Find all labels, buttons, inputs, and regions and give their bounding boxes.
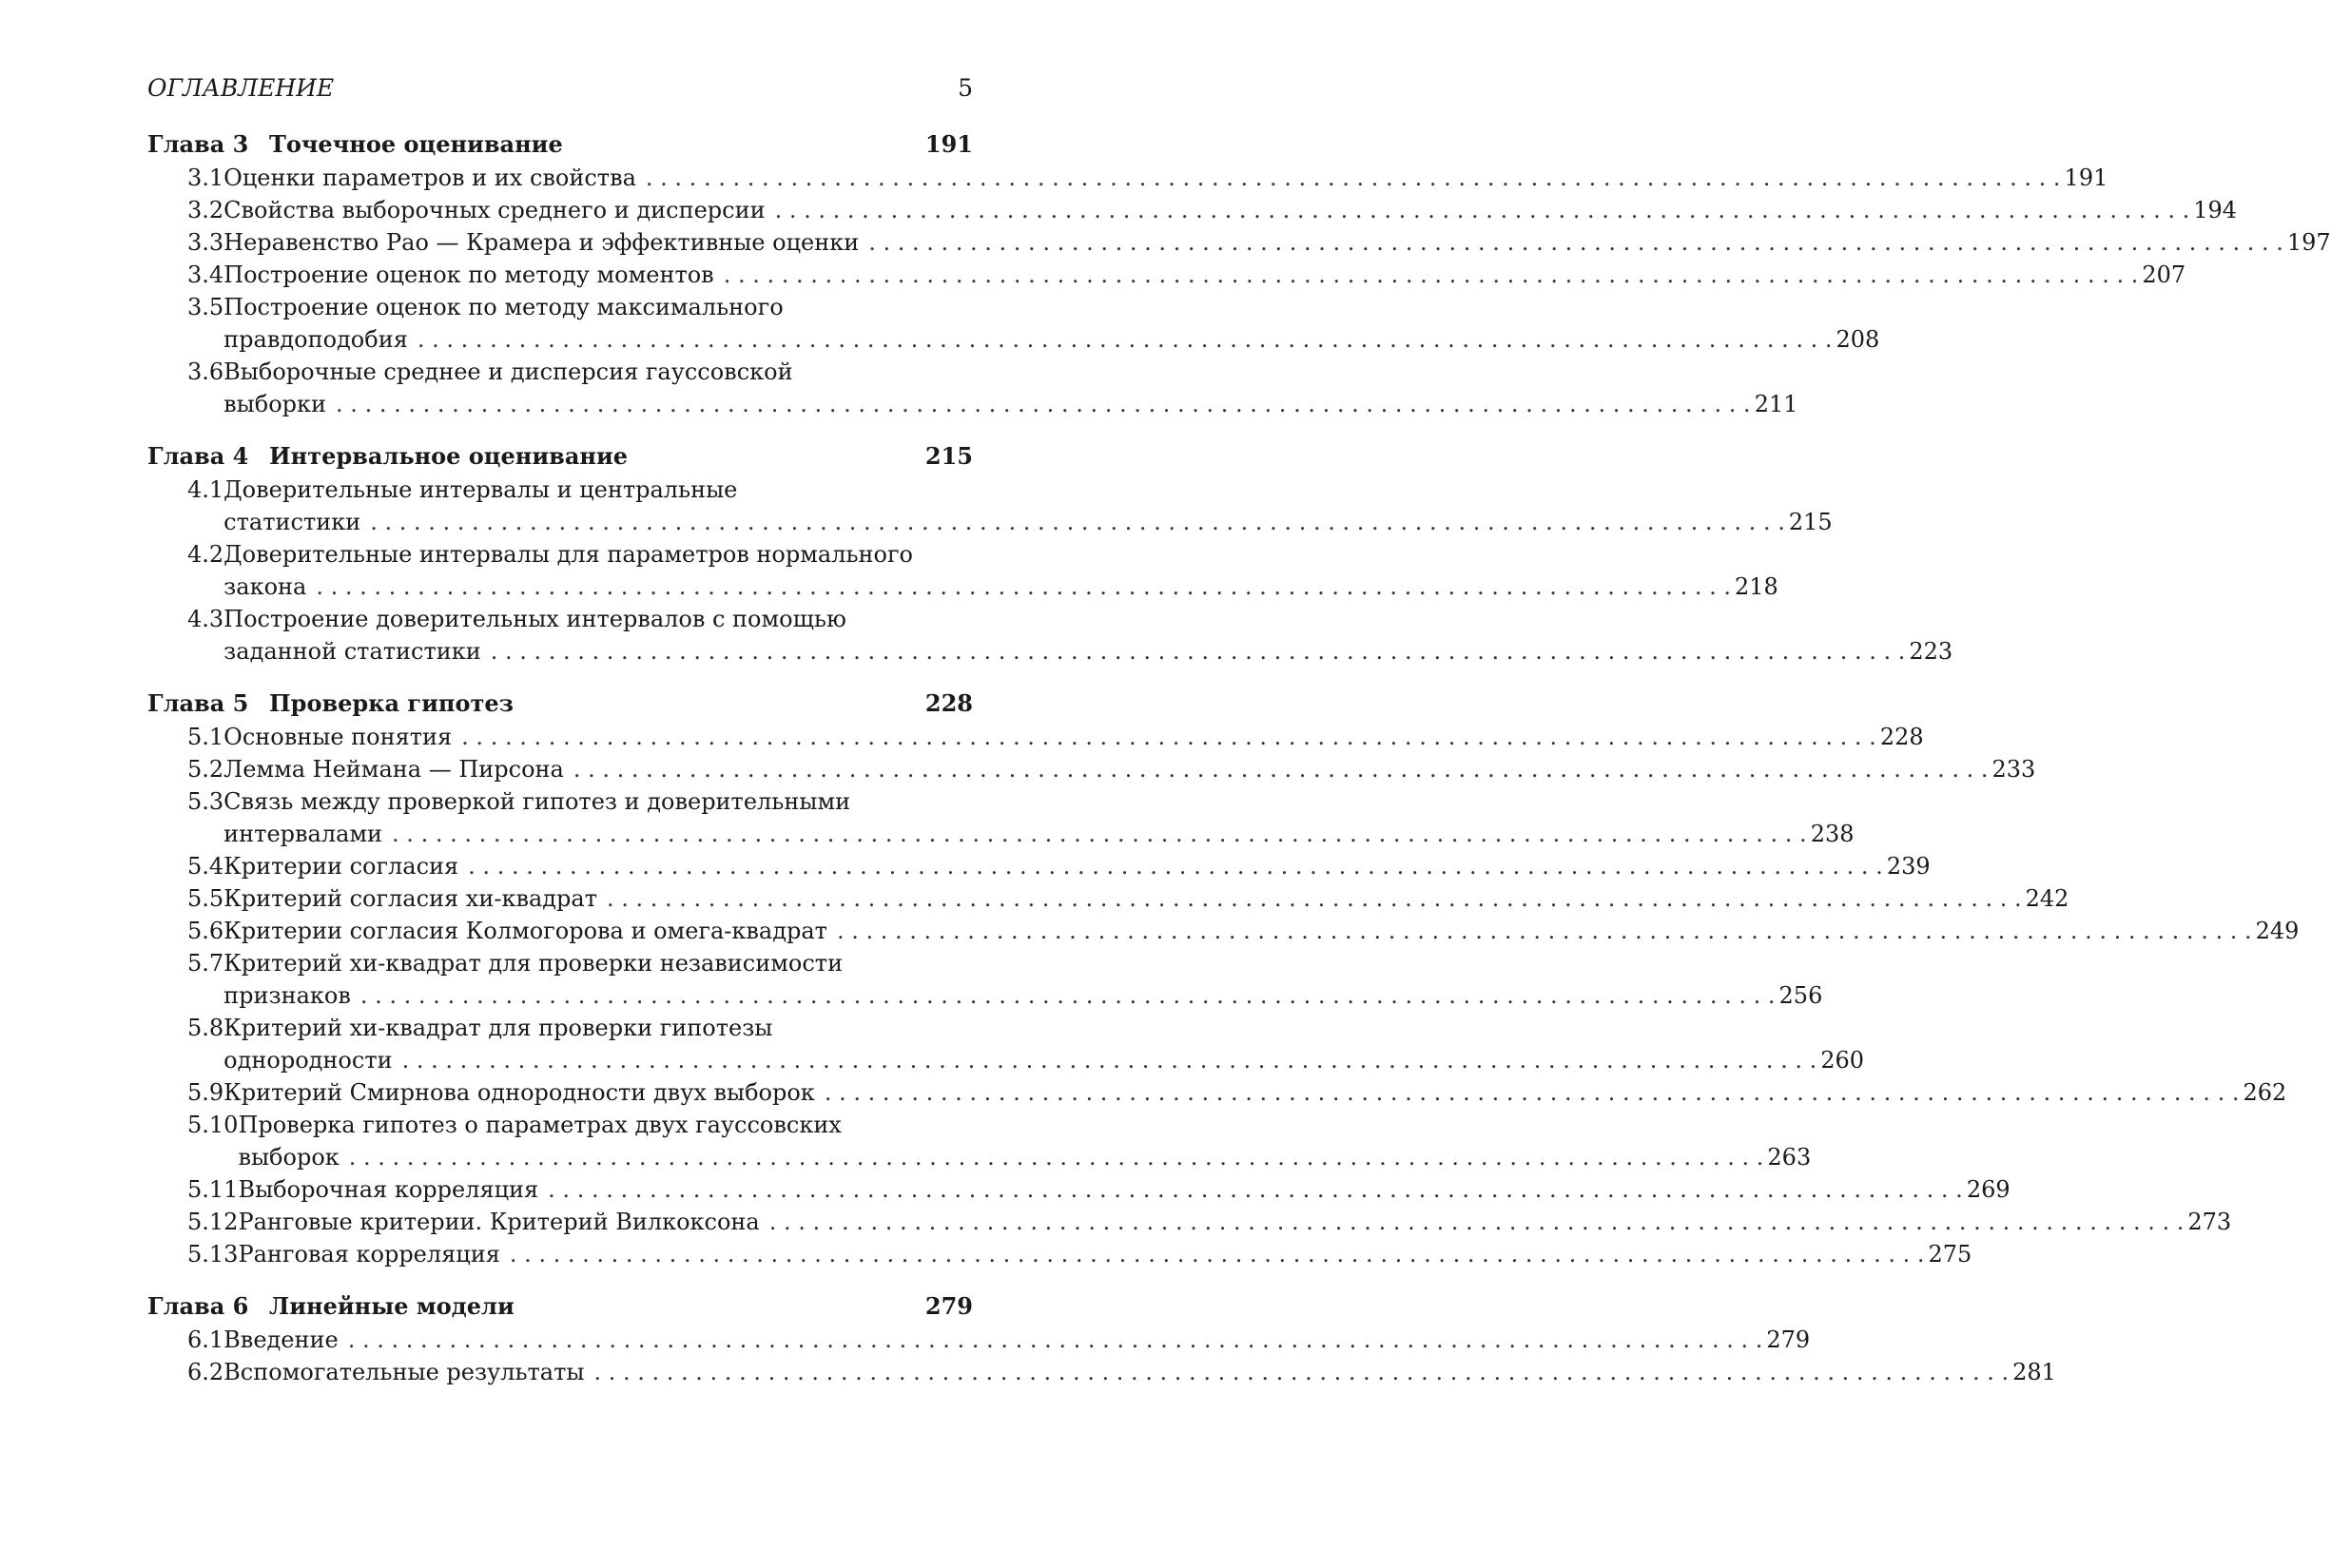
dot-leader <box>402 1044 1817 1076</box>
section-title-line: заданной статистики <box>223 638 481 665</box>
section-number: 5.7 <box>187 950 224 977</box>
dot-leader <box>646 162 2061 194</box>
section-title-line: Критерии согласия <box>223 853 459 880</box>
section-number: 4.1 <box>187 476 224 503</box>
section-page: 207 <box>2142 261 2186 288</box>
section-title-line: Построение оценок по методу моментов <box>223 261 714 288</box>
section-title-line: Введение <box>223 1326 339 1353</box>
section-number: 5.13 <box>187 1241 239 1268</box>
section-number: 5.2 <box>187 756 224 783</box>
section-page: 228 <box>1879 724 1924 750</box>
chapter-title: Линейные модели <box>269 1292 515 1320</box>
toc-section[interactable] <box>147 603 1953 668</box>
dot-leader <box>349 1141 1764 1173</box>
section-page: 233 <box>1991 756 2036 783</box>
dot-leader <box>775 194 2190 226</box>
toc-section[interactable] <box>147 226 2331 259</box>
toc-section[interactable] <box>147 538 1778 603</box>
dot-leader <box>769 1206 2185 1238</box>
toc-section[interactable] <box>147 1012 1865 1076</box>
section-title-line: статистики <box>223 509 361 535</box>
section-title-line: Критерий согласия хи-квадрат <box>223 885 597 912</box>
section-page: 262 <box>2243 1079 2287 1106</box>
section-page: 263 <box>1767 1144 1812 1171</box>
section-title-line: Доверительные интервалы и центральные <box>223 476 738 503</box>
section-page: 273 <box>2187 1209 2232 1235</box>
dot-leader <box>370 506 1785 538</box>
toc-section[interactable] <box>147 162 2108 194</box>
dot-leader <box>868 226 2283 259</box>
chapter-page: 191 <box>924 130 973 158</box>
chapter-heading[interactable] <box>147 439 973 474</box>
toc-section[interactable] <box>147 915 2300 947</box>
section-title-line: Проверка гипотез о параметрах двух гауссовских <box>238 1112 842 1138</box>
section-number: 5.1 <box>187 724 224 750</box>
toc-section[interactable] <box>147 753 2036 785</box>
running-head-title: ОГЛАВЛЕНИЕ <box>147 74 335 102</box>
section-page: 191 <box>2064 165 2108 191</box>
toc-chapter <box>147 127 2331 420</box>
section-title-line: Связь между проверкой гипотез и доверительными <box>223 788 851 815</box>
chapter-title: Интервальное оценивание <box>269 442 629 470</box>
section-page: 211 <box>1754 391 1798 417</box>
dot-leader <box>348 1324 1763 1356</box>
section-number: 3.2 <box>187 197 224 223</box>
toc-section[interactable] <box>147 850 1931 882</box>
section-number: 5.5 <box>187 885 224 912</box>
section-number: 4.2 <box>187 541 224 568</box>
section-page: 260 <box>1820 1047 1865 1074</box>
toc-section[interactable] <box>147 785 1855 850</box>
section-title-line: Оценки параметров и их свойства <box>223 165 636 191</box>
toc-section[interactable] <box>147 291 1880 356</box>
dot-leader <box>392 818 1807 850</box>
section-title-line: интервалами <box>223 821 383 847</box>
dot-leader <box>336 388 1751 420</box>
section-page: 269 <box>1966 1176 2010 1203</box>
chapter-page: 215 <box>924 442 973 470</box>
dot-leader <box>837 915 2252 947</box>
section-title-line: Построение доверительных интервалов с помощью <box>223 606 846 632</box>
section-title-line: закона <box>223 573 307 600</box>
chapter-heading[interactable] <box>147 1289 973 1324</box>
section-number: 6.1 <box>187 1326 224 1353</box>
dot-leader <box>316 571 1731 603</box>
section-title-line: Доверительные интервалы для параметров нормального <box>223 541 913 568</box>
section-title-line: правдоподобия <box>223 326 408 353</box>
chapter-heading[interactable] <box>147 127 973 162</box>
section-page: 218 <box>1734 573 1778 600</box>
dot-leader <box>468 850 1883 882</box>
chapter-label: Глава 5 <box>147 689 249 717</box>
section-title-line: выборки <box>223 391 327 417</box>
dot-leader <box>548 1173 1963 1206</box>
chapter-page: 228 <box>924 689 973 717</box>
chapter-page: 279 <box>924 1292 973 1320</box>
section-page: 275 <box>1928 1241 1972 1268</box>
section-title-line: выборок <box>238 1144 340 1171</box>
chapter-label: Глава 3 <box>147 130 249 158</box>
dot-leader <box>461 721 1876 753</box>
toc-section[interactable] <box>147 356 1798 420</box>
running-head <box>147 74 973 127</box>
chapter-heading[interactable] <box>147 687 973 721</box>
toc-chapter <box>147 1289 2056 1388</box>
page-number: 5 <box>958 74 973 102</box>
section-number: 5.12 <box>187 1209 239 1235</box>
section-title-line: Свойства выборочных среднего и дисперсии <box>223 197 766 223</box>
section-number: 5.3 <box>187 788 224 815</box>
section-number: 5.9 <box>187 1079 224 1106</box>
section-number: 3.5 <box>187 294 224 320</box>
section-number: 5.4 <box>187 853 224 880</box>
toc-section[interactable] <box>147 259 2186 291</box>
section-number: 5.8 <box>187 1015 224 1041</box>
section-number: 5.10 <box>187 1112 239 1138</box>
toc-section[interactable] <box>147 1356 2056 1388</box>
section-title-line: Неравенство Рао — Крамера и эффективные оценки <box>223 229 860 256</box>
section-page: 197 <box>2286 229 2331 256</box>
section-title-line: Ранговая корреляция <box>238 1241 500 1268</box>
toc-section[interactable] <box>147 721 1924 753</box>
section-page: 215 <box>1788 509 1833 535</box>
section-number: 6.2 <box>187 1359 224 1385</box>
dot-leader <box>418 323 1833 356</box>
section-page: 279 <box>1766 1326 1811 1353</box>
toc-page <box>147 74 2331 1388</box>
section-title-line: однородности <box>223 1047 393 1074</box>
dot-leader <box>607 882 2022 915</box>
dot-leader <box>510 1238 1925 1270</box>
toc-section[interactable] <box>147 194 2238 226</box>
section-title-line: Критерий Смирнова однородности двух выборок <box>223 1079 815 1106</box>
chapter-title: Точечное оценивание <box>269 130 563 158</box>
dot-leader <box>360 979 1776 1012</box>
section-number: 3.1 <box>187 165 224 191</box>
toc-chapter <box>147 687 2300 1270</box>
section-page: 242 <box>2025 885 2069 912</box>
toc-section[interactable] <box>147 1238 1972 1270</box>
section-page: 256 <box>1778 982 1823 1009</box>
toc-section[interactable] <box>147 474 1833 538</box>
section-title-line: Выборочные среднее и дисперсия гауссовской <box>223 358 793 385</box>
section-page: 238 <box>1810 821 1855 847</box>
section-number: 3.3 <box>187 229 224 256</box>
section-title-line: Критерий хи-квадрат для проверки независимости <box>223 950 844 977</box>
section-title-line: Лемма Неймана — Пирсона <box>223 756 564 783</box>
dot-leader <box>593 1356 2009 1388</box>
section-title-line: Вспомогательные результаты <box>223 1359 585 1385</box>
chapter-label: Глава 6 <box>147 1292 249 1320</box>
toc-section[interactable] <box>147 1173 2010 1206</box>
section-page: 208 <box>1836 326 1880 353</box>
dot-leader <box>724 259 2139 291</box>
dot-leader <box>825 1076 2240 1109</box>
section-page: 281 <box>2012 1359 2056 1385</box>
section-title-line: Построение оценок по методу максимального <box>223 294 784 320</box>
section-title-line: признаков <box>223 982 351 1009</box>
toc-section[interactable] <box>147 1324 1811 1356</box>
section-title-line: Критерии согласия Колмогорова и омега-квадрат <box>223 918 827 944</box>
chapter-title: Проверка гипотез <box>269 689 514 717</box>
toc-section[interactable] <box>147 882 2069 915</box>
section-page: 194 <box>2193 197 2238 223</box>
toc-section[interactable] <box>147 1109 1812 1173</box>
toc-section[interactable] <box>147 947 1823 1012</box>
section-number: 5.6 <box>187 918 224 944</box>
section-number: 3.6 <box>187 358 224 385</box>
section-title-line: Выборочная корреляция <box>238 1176 539 1203</box>
toc-section[interactable] <box>147 1076 2287 1109</box>
section-number: 3.4 <box>187 261 224 288</box>
section-title-line: Ранговые критерии. Критерий Вилкоксона <box>238 1209 760 1235</box>
toc-chapter <box>147 439 1953 668</box>
section-number: 5.11 <box>187 1176 239 1203</box>
section-page: 239 <box>1886 853 1931 880</box>
dot-leader <box>573 753 1989 785</box>
section-number: 4.3 <box>187 606 224 632</box>
dot-leader <box>491 635 1906 668</box>
toc-section[interactable] <box>147 1206 2232 1238</box>
chapter-label: Глава 4 <box>147 442 249 470</box>
section-title-line: Основные понятия <box>223 724 453 750</box>
section-page: 223 <box>1909 638 1953 665</box>
section-title-line: Критерий хи-квадрат для проверки гипотезы <box>223 1015 773 1041</box>
section-page: 249 <box>2255 918 2300 944</box>
table-of-contents <box>147 127 2331 1388</box>
